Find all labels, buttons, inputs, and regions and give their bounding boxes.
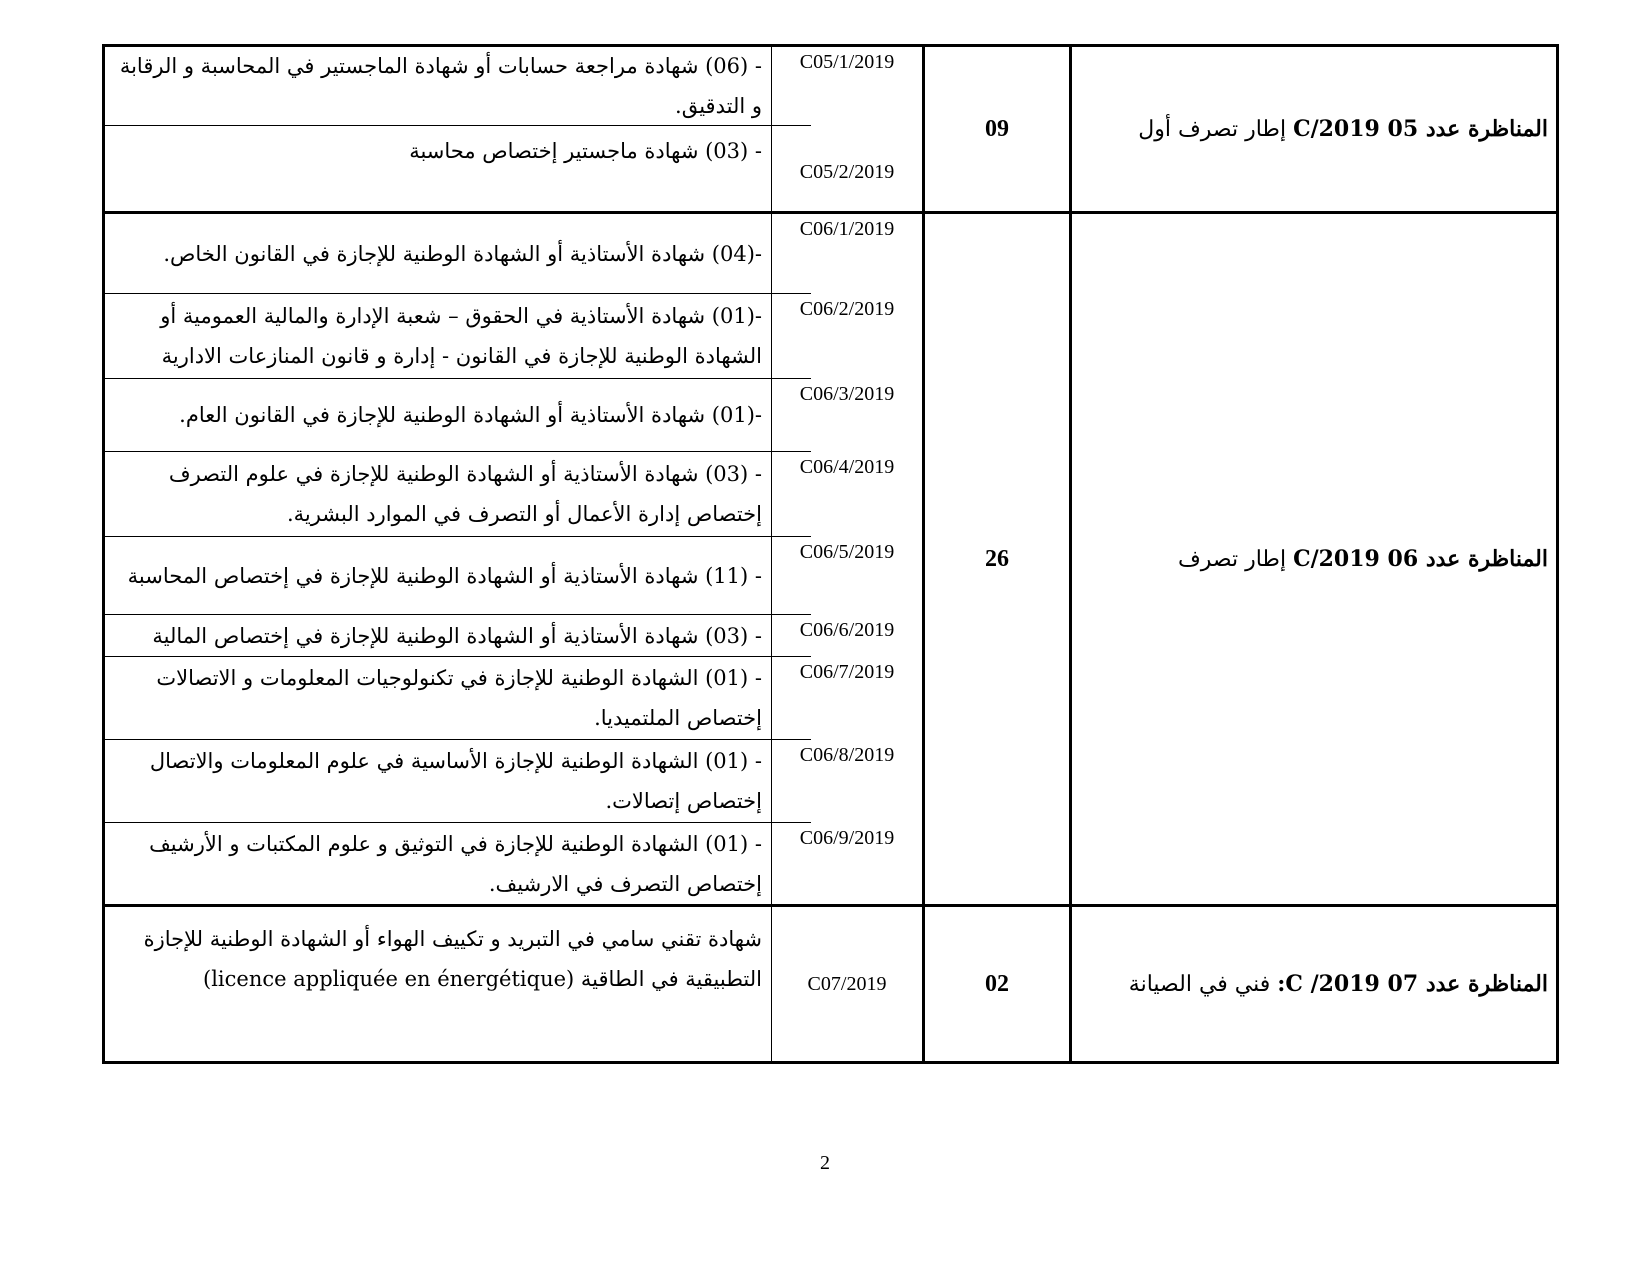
diploma-code: C07/2019: [807, 972, 887, 995]
diploma-description: - (03) شهادة ماجستير إختصاص محاسبة: [409, 139, 762, 163]
diploma-description: - (03) شهادة الأستاذية أو الشهادة الوطنية للإجازة في إختصاص المالية: [152, 623, 762, 648]
diploma-code: C06/9/2019: [799, 827, 895, 849]
group-divider: [102, 211, 1559, 214]
row-divider: [102, 293, 811, 294]
diploma-code: C06/2/2019: [799, 298, 895, 320]
diploma-code: C06/5/2019: [799, 541, 895, 563]
diploma-description: - (01) الشهادة الوطنية للإجازة في تكنولوجيات المعلومات و الاتصالات إختصاص الملتميديا.: [156, 666, 762, 730]
row-divider: [102, 536, 811, 537]
diploma-description: - (01) الشهادة الوطنية للإجازة الأساسية في علوم المعلومات والاتصال إختصاص إتصالات.: [149, 749, 762, 813]
diploma-code: C05/1/2019: [799, 51, 895, 73]
diploma-description: -(01) شهادة الأستاذية أو الشهادة الوطنية للإجازة في القانون العام.: [179, 403, 762, 427]
diploma-description: - (01) الشهادة الوطنية للإجازة في التوثيق و علوم المكتبات و الأرشيف إختصاص التصرف في الارشيف.: [149, 831, 762, 896]
diploma-description: شهادة تقني سامي في التبريد و تكييف الهواء أو الشهادة الوطنية للإجازة التطبيقية في الطاقية (licence appliquée en énergétique): [143, 927, 762, 991]
competition-title: [1072, 907, 1556, 1061]
group-divider: [102, 904, 1559, 907]
diploma-code: C06/7/2019: [799, 661, 895, 683]
grade-name: فني في الصيانة: [1128, 972, 1271, 997]
diploma-description: - (03) شهادة الأستاذية أو الشهادة الوطنية للإجازة في علوم التصرف إختصاص إدارة الأعمال أو التصرف في الموارد البشرية.: [168, 462, 762, 526]
diploma-description: - (06) شهادة مراجعة حسابات أو شهادة الماجستير في المحاسبة و الرقابة و التدقيق.: [119, 54, 762, 118]
diploma-code: C06/1/2019: [799, 218, 895, 240]
row-divider: [102, 822, 811, 823]
row-divider: [102, 451, 811, 452]
row-divider: [102, 378, 811, 379]
competition-number: المناظرة عدد 06 2019/C: [1293, 546, 1548, 572]
row-divider: [102, 739, 811, 740]
row-divider: [102, 656, 811, 657]
diploma-code: C06/6/2019: [799, 619, 895, 641]
competition-number: المناظرة عدد 05 2019/C: [1293, 116, 1548, 142]
diploma-description: - (11) شهادة الأستاذية أو الشهادة الوطنية للإجازة في إختصاص المحاسبة: [127, 563, 762, 588]
page-number: 2: [820, 1152, 830, 1174]
column-divider: [922, 44, 925, 1064]
row-divider: [102, 125, 811, 126]
positions-count: 26: [985, 545, 1009, 572]
grade-name: إطار تصرف: [1177, 547, 1287, 572]
competition-title: [1072, 47, 1556, 211]
diploma-code: C06/4/2019: [799, 456, 895, 478]
competition-number: المناظرة عدد 07 C /2019:: [1277, 971, 1548, 997]
positions-count: 02: [985, 970, 1009, 997]
competition-title: [1072, 214, 1556, 904]
diploma-description: -(04) شهادة الأستاذية أو الشهادة الوطنية للإجازة في القانون الخاص.: [163, 241, 762, 266]
diploma-code: C06/8/2019: [799, 744, 895, 766]
diploma-description: -(01) شهادة الأستاذية في الحقوق – شعبة الإدارة والمالية العمومية أو الشهادة الوطنية للإجازة في القانون - إدارة و قانون المنازعات الادارية: [160, 304, 762, 368]
diploma-code: C06/3/2019: [799, 383, 895, 405]
positions-table: [102, 44, 1559, 1064]
column-divider: [771, 44, 772, 1064]
column-divider: [1069, 44, 1072, 1064]
diploma-code: C05/2/2019: [799, 161, 895, 183]
grade-name: إطار تصرف أول: [1138, 117, 1287, 142]
row-divider: [102, 614, 811, 615]
positions-count: 09: [985, 115, 1009, 142]
